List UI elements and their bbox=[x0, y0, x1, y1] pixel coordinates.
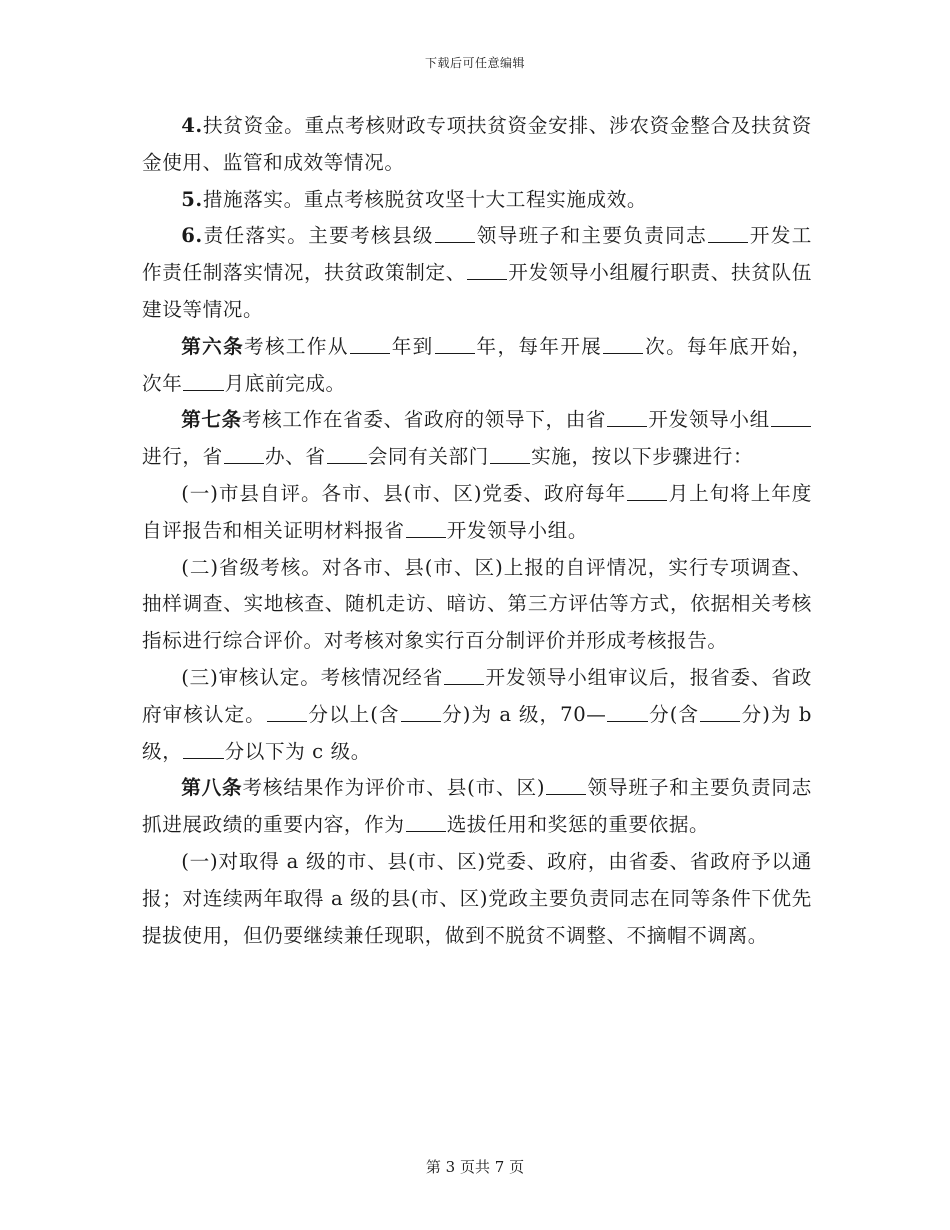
fill-blank bbox=[771, 409, 811, 428]
text-segment: (一)市县自评。各市、县(市、区)党委、政府每年 bbox=[181, 481, 627, 505]
article-six bbox=[142, 329, 812, 403]
paragraph-text: (二)省级考核。对各市、县(市、区)上报的自评情况，实行专项调查、抽样调查、实地核查、随机走访、暗访、第三方评估等方式，依据相关考核指标进行综合评价。对考核对象实行百分制评价并形成考核报告。 bbox=[142, 555, 812, 653]
step-provincial-assessment bbox=[142, 550, 812, 660]
fill-blank bbox=[546, 777, 586, 796]
text-segment: 考核结果作为评价市、县(市、区) bbox=[242, 776, 546, 800]
fill-blank bbox=[224, 446, 264, 465]
paragraph-text: 扶贫资金。重点考核财政专项扶贫资金安排、涉农资金整合及扶贫资金使用、监管和成效等情况。 bbox=[142, 114, 812, 174]
document-body bbox=[142, 108, 812, 954]
text-segment: 考核工作从 bbox=[244, 334, 349, 358]
fill-blank bbox=[183, 372, 223, 391]
paragraph-funds bbox=[142, 108, 812, 182]
text-segment: 领导班子和主要负责同志抓进展政绩的重要内容，作为 bbox=[142, 776, 812, 837]
paragraph-responsibility bbox=[142, 218, 812, 328]
text-segment: 领导班子和主要负责同志 bbox=[476, 224, 708, 248]
text-segment: 分以下为 c 级。 bbox=[224, 739, 371, 763]
fill-blank bbox=[467, 262, 507, 281]
fill-blank bbox=[607, 703, 647, 722]
article-heading: 第七条 bbox=[181, 408, 242, 432]
text-segment: 办、省 bbox=[264, 445, 326, 469]
text-segment: 开发领导小组。 bbox=[446, 518, 589, 542]
item-number: 6. bbox=[181, 224, 203, 248]
fill-blank bbox=[603, 335, 643, 354]
page-number: 第 3 页共 7 页 bbox=[425, 1158, 525, 1176]
text-segment: 年到 bbox=[390, 334, 434, 358]
fill-blank bbox=[708, 225, 748, 244]
fill-blank bbox=[350, 335, 390, 354]
fill-blank bbox=[435, 225, 475, 244]
result-grade-a bbox=[142, 844, 812, 954]
text-segment: 分)为 a 级，70— bbox=[441, 702, 607, 726]
fill-blank bbox=[490, 446, 530, 465]
text-segment: 开发领导小组审议后，报省委、省政府审核认定。 bbox=[142, 665, 812, 726]
text-segment: 实施，按以下步骤进行： bbox=[531, 445, 754, 469]
text-segment: 选拔任用和奖惩的重要依据。 bbox=[446, 813, 710, 837]
text-segment: 开发工作责任制落实情况，扶贫政策制定、 bbox=[142, 224, 812, 285]
fill-blank bbox=[444, 666, 484, 685]
article-heading: 第八条 bbox=[181, 776, 243, 800]
fill-blank bbox=[406, 519, 446, 538]
text-segment: 分(含 bbox=[648, 702, 700, 726]
item-number: 5. bbox=[181, 187, 203, 211]
article-heading: 第六条 bbox=[181, 334, 245, 358]
page-header: 下载后可任意编辑 bbox=[424, 56, 525, 70]
article-eight bbox=[142, 770, 812, 844]
text-segment: 月底前完成。 bbox=[224, 371, 346, 395]
article-seven bbox=[142, 402, 812, 476]
fill-blank bbox=[435, 335, 475, 354]
item-number: 4. bbox=[181, 114, 203, 137]
text-segment: 次。每年底开始，次年 bbox=[142, 334, 812, 395]
text-segment: 会同有关部门 bbox=[367, 445, 489, 469]
fill-blank bbox=[627, 482, 667, 501]
text-segment: 分)为 b 级， bbox=[142, 702, 812, 763]
step-self-evaluation bbox=[142, 476, 812, 550]
text-segment: (三)审核认定。考核情况经省 bbox=[181, 665, 444, 689]
text-segment: 月上旬将上年度自评报告和相关证明材料报省 bbox=[142, 481, 812, 542]
text-segment: 考核工作在省委、省政府的领导下，由省 bbox=[241, 408, 607, 432]
text-segment: 进行，省 bbox=[142, 445, 223, 469]
step-review-approval bbox=[142, 660, 812, 770]
fill-blank bbox=[401, 703, 441, 722]
fill-blank bbox=[267, 703, 307, 722]
text-segment: 分以上(含 bbox=[307, 702, 400, 726]
text-segment: 责任落实。主要考核县级 bbox=[202, 224, 434, 248]
fill-blank bbox=[700, 703, 740, 722]
paragraph-measures bbox=[142, 182, 812, 219]
text-segment: 年，每年开展 bbox=[475, 334, 603, 358]
fill-blank bbox=[327, 446, 367, 465]
paragraph-text: (一)对取得 a 级的市、县(市、区)党委、政府，由省委、省政府予以通报；对连续两年取得 a 级的县(市、区)党政主要负责同志在同等条件下优先提拔使用，但仍要继续兼任现职，做到不脱贫不调整、不摘帽不调离。 bbox=[142, 849, 812, 947]
paragraph-text: 措施落实。重点考核脱贫攻坚十大工程实施成效。 bbox=[202, 187, 648, 211]
text-segment: 开发领导小组履行职责、扶贫队伍建设等情况。 bbox=[142, 261, 813, 321]
fill-blank bbox=[183, 740, 223, 759]
fill-blank bbox=[607, 409, 647, 428]
text-segment: 开发领导小组 bbox=[648, 408, 770, 432]
fill-blank bbox=[406, 813, 446, 832]
